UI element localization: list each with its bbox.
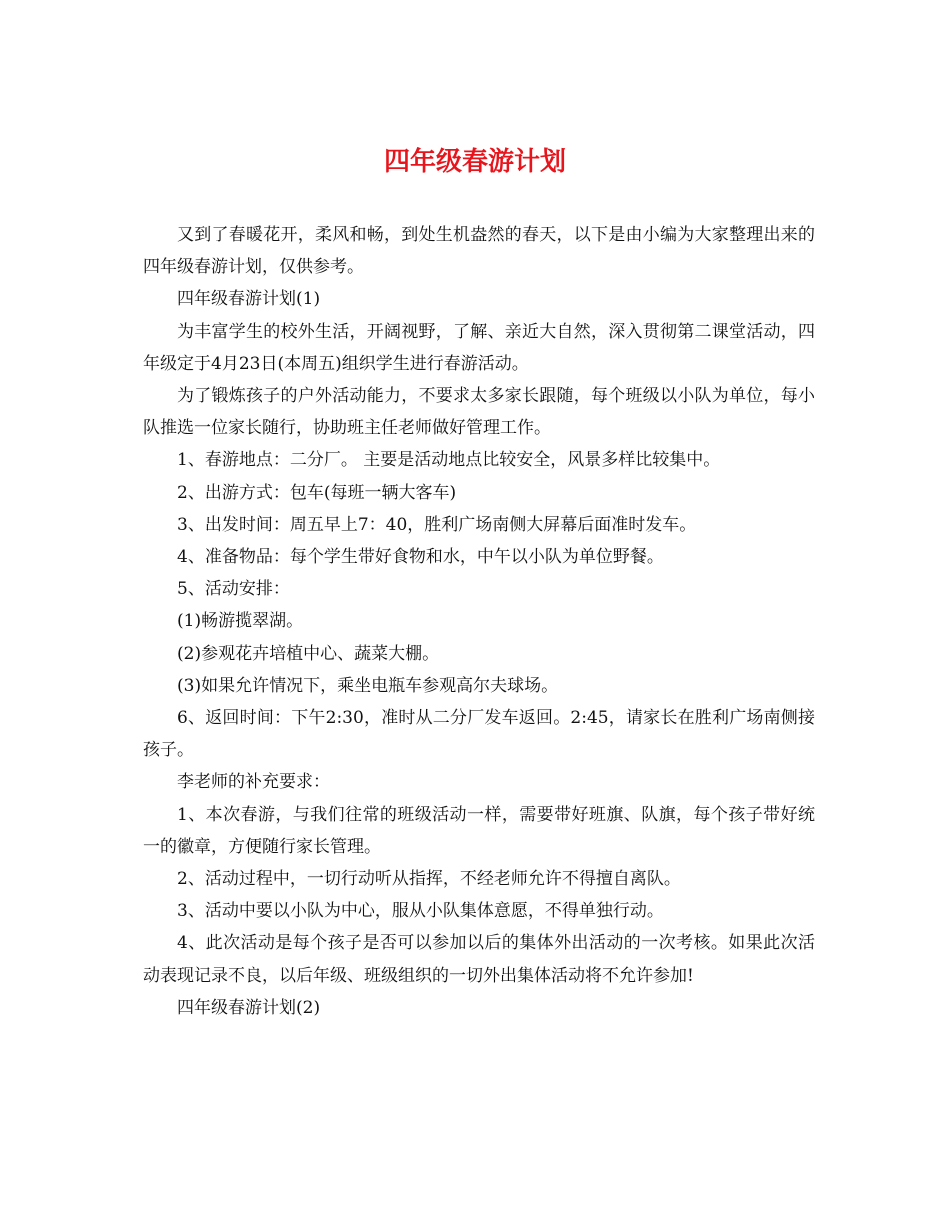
list-item-departure-time: 3、出发时间：周五早上7：40，胜利广场南侧大屏幕后面准时发车。 <box>177 514 697 535</box>
requirement-item-4: 4、此次活动是每个孩子是否可以参加以后的集体外出活动的一次考核。如果此次活动表现记录不良，以后年级、班级组织的一切外出集体活动将不允许参加! <box>143 933 815 986</box>
requirement-item-2: 2、活动过程中，一切行动听从指挥，不经老师允许不得擅自离队。 <box>177 869 681 890</box>
subheading-teacher-requirements: 李老师的补充要求： <box>177 772 330 793</box>
document-body <box>143 219 815 1024</box>
schedule-item-1: (1)畅游揽翠湖。 <box>177 611 304 632</box>
paragraph-purpose: 为丰富学生的校外生活，开阔视野，了解、亲近大自然，深入贯彻第二课堂活动，四年级定于4月23日(本周五)组织学生进行春游活动。 <box>143 321 815 374</box>
section-heading-plan-2: 四年级春游计划(2) <box>177 997 321 1018</box>
list-item-supplies: 4、准备物品：每个学生带好食物和水，中午以小队为单位野餐。 <box>177 547 664 568</box>
schedule-item-3: (3)如果允许情况下，乘坐电瓶车参观高尔夫球场。 <box>177 675 559 696</box>
paragraph-organization: 为了锻炼孩子的户外活动能力，不要求太多家长跟随，每个班级以小队为单位，每小队推选一位家长随行，协助班主任老师做好管理工作。 <box>143 386 815 439</box>
list-item-location: 1、春游地点：二分厂。 主要是活动地点比较安全，风景多样比较集中。 <box>177 450 721 471</box>
requirement-item-3: 3、活动中要以小队为中心，服从小队集体意愿，不得单独行动。 <box>177 901 664 922</box>
list-item-return-time: 6、返回时间：下午2:30，准时从二分厂发车返回。2:45，请家长在胜利广场南侧接孩子。 <box>143 708 815 761</box>
list-item-schedule: 5、活动安排： <box>177 579 290 600</box>
list-item-transport: 2、出游方式：包车(每班一辆大客车) <box>177 482 457 503</box>
schedule-item-2: (2)参观花卉培植中心、蔬菜大棚。 <box>177 643 440 664</box>
section-heading-plan-1: 四年级春游计划(1) <box>177 289 321 310</box>
paragraph-intro: 又到了春暖花开，柔风和畅，到处生机盎然的春天，以下是由小编为大家整理出来的四年级春游计划，仅供参考。 <box>143 225 815 278</box>
document-title: 四年级春游计划 <box>383 147 566 177</box>
requirement-item-1: 1、本次春游，与我们往常的班级活动一样，需要带好班旗、队旗，每个孩子带好统一的徽章，方便随行家长管理。 <box>143 804 815 857</box>
